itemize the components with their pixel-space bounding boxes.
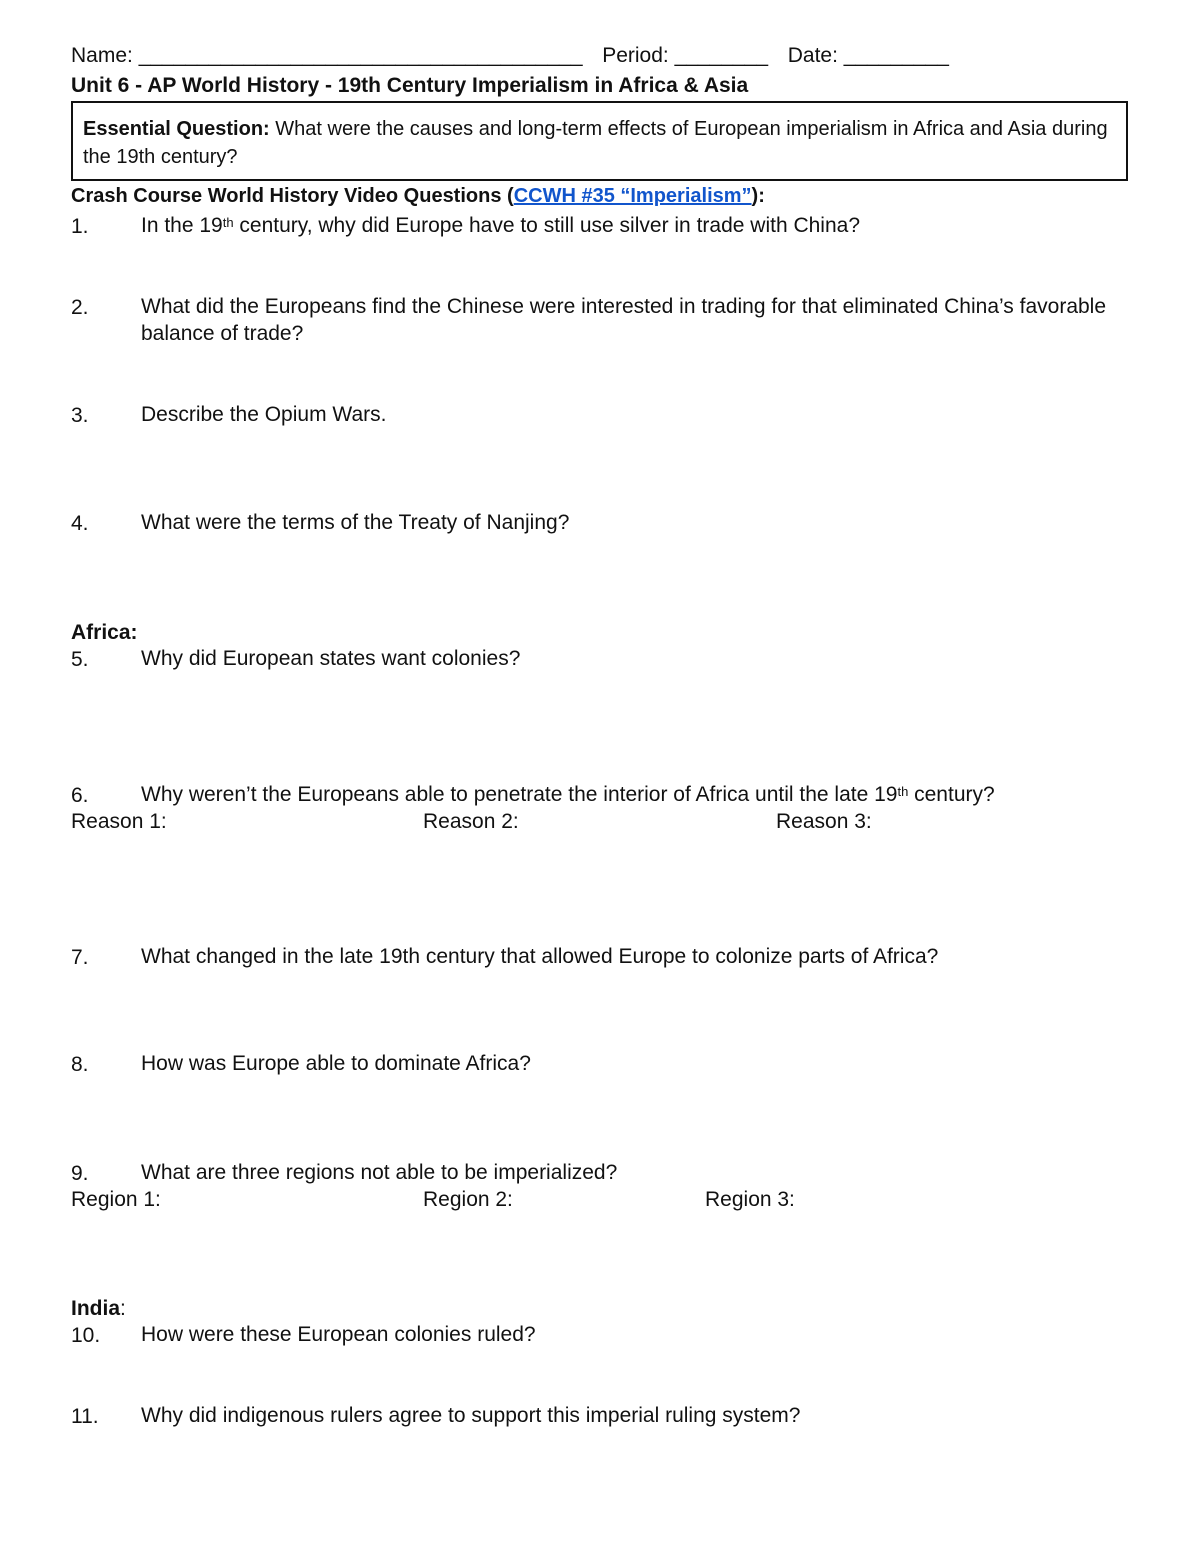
question-4: What were the terms of the Treaty of Nanjing?: [141, 511, 570, 534]
question-3: Describe the Opium Wars.: [141, 403, 387, 426]
essential-question-box: [71, 101, 1128, 181]
page-title: Unit 6 - AP World History - 19th Century Imperialism in Africa & Asia: [71, 74, 749, 97]
question-number: 3.: [71, 404, 89, 427]
name-label: Name:: [71, 44, 133, 67]
region-1-label: Region 1:: [71, 1188, 161, 1211]
question-number: 5.: [71, 648, 89, 671]
question-number: 4.: [71, 512, 89, 535]
section-heading-india: [71, 1296, 126, 1321]
question-1-text-post: century, why did Europe have to still use silver in trade with China?: [233, 214, 860, 237]
question-number: 8.: [71, 1053, 89, 1076]
essential-question-label: Essential Question:: [83, 118, 270, 140]
question-number: 7.: [71, 946, 89, 969]
essential-question: [83, 115, 1113, 171]
date-blank[interactable]: _________: [843, 44, 949, 67]
question-7: What changed in the late 19th century that allowed Europe to colonize parts of Africa?: [141, 945, 939, 968]
region-2-label: Region 2:: [423, 1188, 513, 1211]
question-11: Why did indigenous rulers agree to support this imperial ruling system?: [141, 1404, 801, 1427]
period-label: Period:: [602, 44, 669, 67]
section-heading-india-text: India: [71, 1297, 121, 1320]
question-9: What are three regions not able to be imperialized?: [141, 1161, 618, 1184]
question-1-text-pre: In the 19: [141, 214, 223, 237]
question-number: 11.: [71, 1405, 99, 1428]
question-8: How was Europe able to dominate Africa?: [141, 1052, 531, 1075]
question-number: 2.: [71, 296, 89, 319]
reason-3-label: Reason 3:: [776, 810, 872, 833]
video-heading-suffix: ):: [751, 185, 765, 207]
name-blank[interactable]: ______________________________________: [138, 44, 583, 67]
question-5: Why did European states want colonies?: [141, 647, 521, 670]
question-6-text-post: century?: [908, 783, 995, 806]
section-heading-africa: Africa:: [71, 621, 138, 644]
essential-question-text: What were the causes and long-term effects of European imperialism in Africa and Asia during the 19th century?: [83, 118, 1108, 168]
question-number: 6.: [71, 784, 89, 807]
section-heading-india-colon: :: [120, 1297, 126, 1320]
date-label: Date:: [787, 44, 838, 67]
question-1: [141, 212, 1131, 239]
question-number: 9.: [71, 1162, 89, 1185]
question-2: What did the Europeans find the Chinese were interested in trading for that eliminated China’s favorable balance of trade?: [141, 295, 1107, 345]
video-questions-heading: [71, 184, 765, 208]
question-6: [141, 781, 1131, 808]
question-number: 10.: [71, 1324, 101, 1347]
period-blank[interactable]: ________: [674, 44, 769, 67]
ccwh-video-link[interactable]: CCWH #35 “Imperialism”: [513, 185, 752, 207]
region-3-label: Region 3:: [705, 1188, 795, 1211]
reason-1-label: Reason 1:: [71, 810, 167, 833]
question-6-sup: th: [897, 784, 909, 799]
question-6-text-pre: Why weren’t the Europeans able to penetrate the interior of Africa until the late 19: [141, 783, 898, 806]
question-number: 1.: [71, 215, 89, 238]
video-heading-prefix: Crash Course World History Video Questions (: [71, 185, 514, 207]
header-line: [71, 43, 949, 68]
question-10: How were these European colonies ruled?: [141, 1323, 536, 1346]
reason-2-label: Reason 2:: [423, 810, 519, 833]
question-1-sup: th: [222, 215, 234, 230]
